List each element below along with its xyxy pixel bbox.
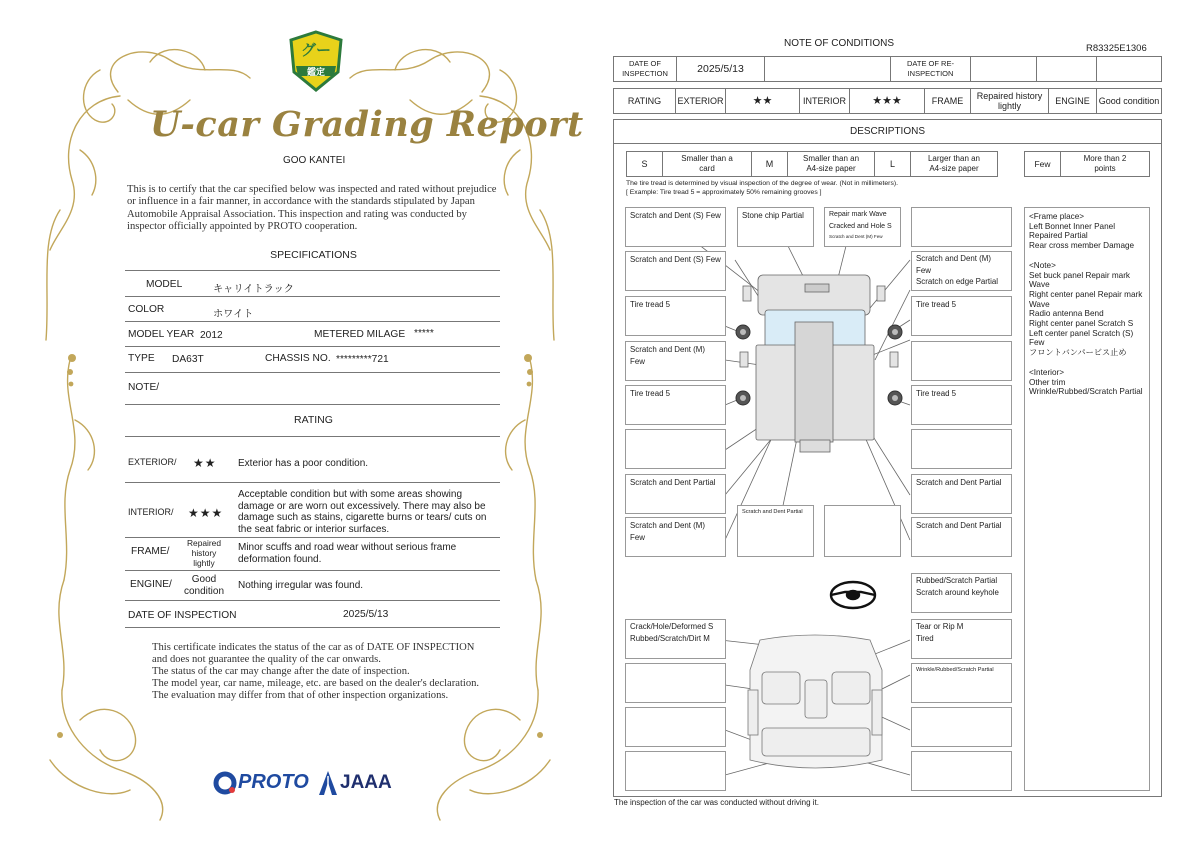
description-cell: [911, 341, 1012, 381]
divider: [125, 372, 500, 373]
description-cell: [625, 751, 726, 791]
legend-few-desc: More than 2 points: [1061, 152, 1150, 177]
remark-line: <Frame place>: [1029, 212, 1085, 221]
exterior-stars: ★★: [726, 89, 800, 114]
cell-text: Wrinkle/Rubbed/Scratch Partial: [916, 667, 994, 673]
remark-line: Set buck panel Repair mark Wave: [1029, 270, 1131, 290]
frame-value: Repaired history lightly: [971, 89, 1049, 114]
engine-description: Nothing irregular was found.: [238, 580, 364, 591]
disclaimer-line: The evaluation may differ from that of other inspection organizations.: [152, 689, 449, 701]
exterior-label: EXTERIOR: [676, 89, 726, 114]
frame-value: Repaired history lightly: [187, 538, 221, 568]
description-cell: [625, 207, 726, 247]
remark-line: Left Bonnet Inner Panel: [1029, 221, 1116, 231]
description-cell: [911, 751, 1012, 791]
description-cell: [911, 707, 1012, 747]
legend-s-desc: Smaller than a card: [663, 152, 752, 177]
date-label: DATE OF INSPECTION: [614, 57, 677, 82]
cell-text: Scratch and Dent (S) Few: [630, 255, 721, 264]
divider: [125, 346, 500, 347]
cell-text: Tire tread 5: [630, 389, 671, 398]
rating-label: RATING: [614, 89, 676, 114]
exterior-stars: ★★: [193, 456, 217, 470]
cell-text: Scratch and Dent (M) Few: [630, 345, 705, 366]
description-cell: [625, 385, 726, 425]
note-of-conditions: [600, 0, 1200, 848]
model-label: MODEL: [146, 279, 183, 290]
remark-line: Rear cross member Damage: [1029, 241, 1135, 251]
cell-text: Scratch and Dent (M) Few: [829, 234, 883, 239]
description-cell: [625, 517, 726, 557]
description-cell: [625, 251, 726, 291]
type-value: DA63T: [172, 354, 204, 365]
tire-note: The tire tread is determined by visual inspection of the degree of wear. (Not in millimeters).: [626, 180, 898, 187]
steering-wheel-icon: [831, 582, 875, 608]
legend-l-desc: Larger than an A4-size paper: [911, 152, 998, 177]
goo-kantei-badge: [288, 30, 344, 92]
disclaimer-line: The model year, car name, mileage, etc. are based on the dealer's declaration.: [152, 677, 480, 689]
cell-text: Tire tread 5: [916, 300, 957, 309]
exterior-description: Exterior has a poor condition.: [238, 458, 369, 469]
specifications-heading: SPECIFICATIONS: [270, 249, 357, 261]
note-title: NOTE OF CONDITIONS: [784, 38, 894, 49]
disclaimer-line: The status of the car may change after the date of inspection.: [152, 665, 410, 677]
divider: [125, 404, 500, 405]
cell-text: Scratch and Dent (M) Few: [916, 254, 991, 275]
divider: [125, 627, 500, 628]
frame-description: Minor scuffs and road wear without serious frame deformation found.: [238, 542, 457, 565]
few-legend: [1024, 151, 1150, 177]
remark-line: <Note>: [1029, 260, 1056, 270]
legend-m: M: [752, 152, 788, 177]
milage-value: *****: [414, 328, 434, 339]
cell-text: Scratch around keyhole: [916, 587, 999, 597]
description-cell: [625, 296, 726, 336]
engine-label: ENGINE: [1049, 89, 1097, 114]
rating-heading: RATING: [294, 414, 333, 426]
divider: [125, 296, 500, 297]
empty-cell: [1097, 57, 1162, 82]
empty-cell: [1037, 57, 1097, 82]
interior-description: Acceptable condition but with some areas showing damage or are worn out excessively. There may also be damage such as stains, cigarette burns or tears/ cuts on the seat fabric or interior surfaces.: [238, 489, 487, 535]
engine-label: ENGINE/: [130, 579, 172, 590]
cell-text: Rubbed/Scratch Partial: [916, 576, 998, 585]
interior-label: INTERIOR/: [128, 507, 174, 517]
remark-line: フロントバンパービス止め: [1029, 348, 1127, 358]
remark-line: Left center panel Scratch (S) Few: [1029, 328, 1134, 348]
cell-text: Tire tread 5: [916, 389, 957, 398]
description-cell: [911, 663, 1012, 703]
remark-line: Right center panel Repair mark Wave: [1029, 289, 1143, 309]
legend-s: S: [627, 152, 663, 177]
badge-text-top: グー: [300, 42, 331, 59]
legend-few: Few: [1025, 152, 1061, 177]
description-cell: [737, 207, 814, 247]
interior-label: INTERIOR: [800, 89, 850, 114]
description-cell: [824, 207, 901, 247]
legend-m-desc: Smaller than an A4-size paper: [788, 152, 875, 177]
interior-stars: ★★★: [188, 506, 224, 520]
cell-text: Scratch and Dent Partial: [630, 478, 716, 487]
certification-text: This is to certify that the car specified below was inspected and rated without prejudice or influence in a fair manner, in accordance with the standards stipulated by Japan Automobile Appraisal Association. This inspection and rating was conducted by inspector officially appointed by PROTO cooperation.: [127, 184, 497, 233]
badge-text-bottom: 鑑定: [306, 67, 325, 77]
model-value: キャリイトラック: [213, 284, 294, 295]
reference-number: R83325E1306: [1086, 43, 1147, 54]
description-cell: [911, 296, 1012, 336]
description-cell: [824, 505, 901, 557]
description-cell: [737, 505, 814, 557]
divider: [125, 270, 500, 271]
remark-line: Repaired Partial: [1029, 231, 1088, 241]
description-cell: [911, 619, 1012, 659]
remark-spacer: [1029, 251, 1145, 261]
frame-label: FRAME: [925, 89, 971, 114]
report-subtitle: GOO KANTEI: [283, 155, 346, 166]
engine-value: Good condition: [1097, 89, 1162, 114]
engine-value: Good condition: [183, 574, 225, 597]
remarks-panel: [1024, 207, 1150, 791]
divider: [125, 436, 500, 437]
remark-line: Other trim: [1029, 377, 1066, 387]
description-cell: [911, 207, 1012, 247]
jaaa-logo-icon: [318, 770, 338, 796]
cell-text: Crack/Hole/Deformed S: [630, 622, 714, 631]
divider: [125, 570, 500, 571]
color-value: ホワイト: [213, 309, 254, 320]
model-year-value: 2012: [200, 330, 223, 341]
inspection-date-label: DATE OF INSPECTION: [128, 610, 237, 621]
chassis-value: *********721: [336, 354, 389, 365]
cell-text: Scratch and Dent Partial: [742, 509, 803, 515]
description-cell: [625, 707, 726, 747]
proto-logo-icon: [212, 770, 238, 796]
description-cell: [911, 573, 1012, 613]
cell-text: Cracked and Hole S: [829, 223, 892, 230]
tire-example-note: [ Example: Tire tread 5 = approximately 50% remaining grooves ]: [626, 189, 822, 196]
divider: [125, 600, 500, 601]
reinspection-label: DATE OF RE-INSPECTION: [891, 57, 971, 82]
frame-label: FRAME/: [131, 546, 170, 557]
cell-text: Scratch and Dent Partial: [916, 478, 1002, 487]
cell-text: Scratch on edge Partial: [916, 277, 999, 286]
divider: [125, 482, 500, 483]
remark-spacer: [1029, 358, 1145, 368]
description-cell: [625, 474, 726, 514]
divider: [125, 321, 500, 322]
cell-text: Scratch and Dent Partial: [916, 521, 1002, 530]
description-cell: [625, 429, 726, 469]
certificate-disclaimer: [152, 642, 492, 702]
note-footer: The inspection of the car was conducted without driving it.: [614, 798, 819, 807]
date-value: 2025/5/13: [677, 57, 765, 82]
description-cell: [625, 341, 726, 381]
model-year-label: MODEL YEAR: [128, 329, 195, 340]
exterior-label: EXTERIOR/: [128, 457, 177, 467]
note-label: NOTE/: [128, 382, 160, 393]
cell-text: Scratch and Dent (S) Few: [630, 211, 721, 220]
descriptions-heading: DESCRIPTIONS: [613, 120, 1162, 144]
cell-text: Tired: [916, 633, 934, 643]
cell-text: Scratch and Dent (M) Few: [630, 521, 705, 542]
cell-text: Rubbed/Scratch/Dirt M: [630, 633, 710, 643]
chassis-label: CHASSIS NO.: [265, 353, 331, 364]
interior-stars: ★★★: [850, 89, 925, 114]
cell-text: Repair mark Wave: [829, 211, 887, 218]
remark-line: Radio antenna Bend: [1029, 309, 1104, 319]
remark-line: <Interior>: [1029, 367, 1065, 377]
cell-text: Tire tread 5: [630, 300, 671, 309]
disclaimer-line: This certificate indicates the status of the car as of DATE OF INSPECTION and does not guarantee the quality of the car onwards.: [152, 642, 475, 665]
report-title: U-car Grading Report: [150, 104, 584, 145]
description-cell: [911, 429, 1012, 469]
description-cell: [625, 663, 726, 703]
cell-text: Stone chip Partial: [742, 211, 804, 220]
remark-line: Right center panel Scratch S: [1029, 319, 1134, 329]
remark-line: Wrinkle/Rubbed/Scratch Partial: [1029, 387, 1143, 397]
milage-label: METERED MILAGE: [314, 329, 406, 340]
jaaa-logo: JAAA: [340, 772, 392, 793]
description-cell: [911, 251, 1012, 291]
inspection-date-value: 2025/5/13: [343, 609, 389, 620]
color-label: COLOR: [128, 304, 165, 315]
description-cell: [911, 474, 1012, 514]
cell-text: Tear or Rip M: [916, 622, 964, 631]
type-label: TYPE: [128, 353, 155, 364]
proto-logo: PROTO: [238, 771, 309, 793]
description-cell: [911, 385, 1012, 425]
description-cell: [625, 619, 726, 659]
description-cell: [911, 517, 1012, 557]
legend-l: L: [875, 152, 911, 177]
